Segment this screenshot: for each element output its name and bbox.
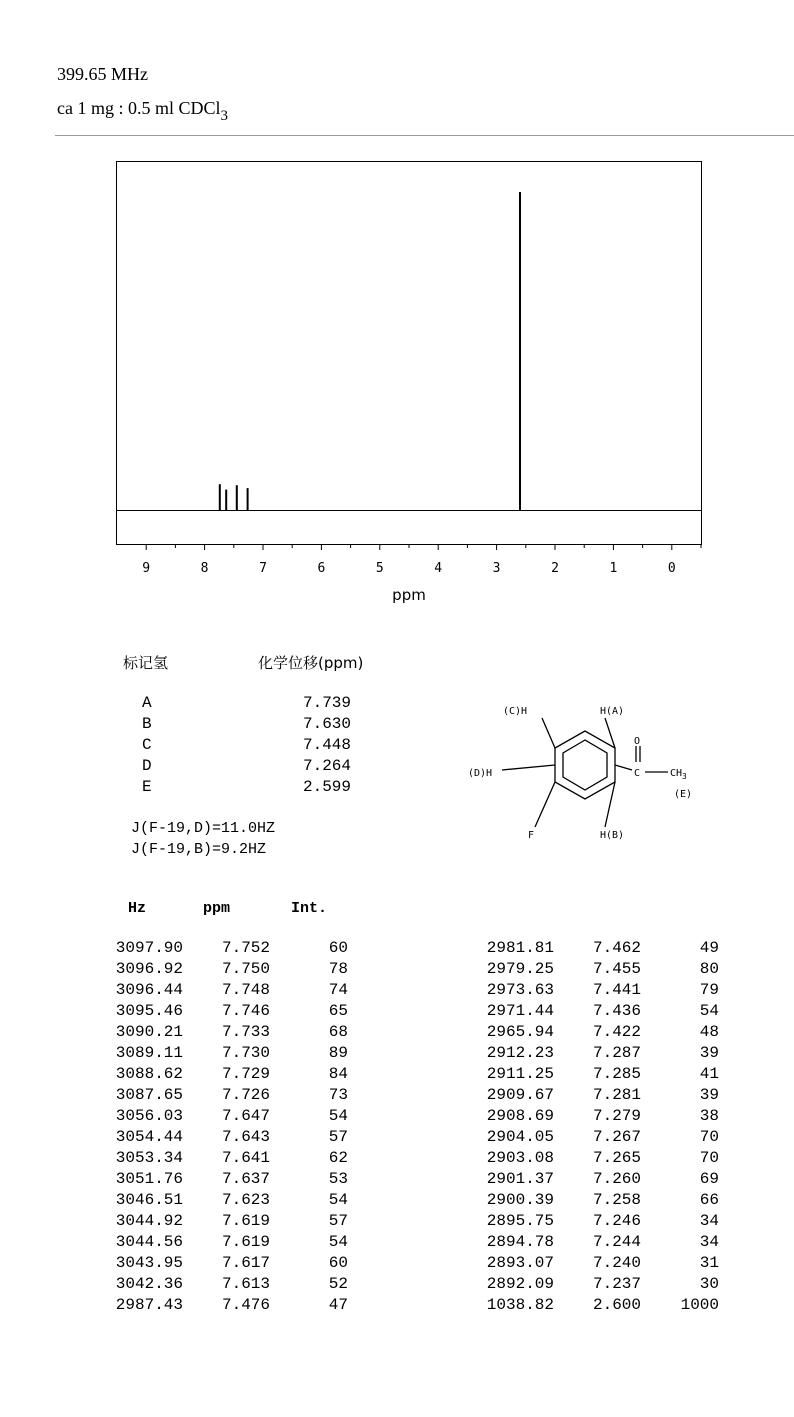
hz-value: 2903.08 [486,1149,554,1167]
hz-value: 2892.09 [486,1275,554,1293]
intensity-value: 39 [699,1044,719,1062]
intensity-value: 62 [328,1149,348,1167]
intensity-value: 54 [328,1191,348,1209]
hz-value: 2908.69 [486,1107,554,1125]
ppm-value: 7.647 [221,1107,270,1125]
intensity-value: 74 [328,981,348,999]
hz-value: 3087.65 [115,1086,183,1104]
intensity-value: 48 [699,1023,719,1041]
label-hb: H(B) [600,830,625,841]
bond-f [535,782,555,827]
intensity-value: 57 [328,1128,348,1146]
hz-value: 2965.94 [486,1023,554,1041]
ppm-value: 7.726 [221,1086,270,1104]
chemical-shift: 7.264 [302,757,351,775]
ppm-value: 7.279 [592,1107,641,1125]
x-tick-label: 9 [142,561,151,576]
assignment-row [0,778,400,799]
intensity-value: 70 [699,1128,719,1146]
x-tick-label: 1 [609,561,618,576]
hz-value: 3043.95 [115,1254,183,1272]
label-hd: (D)H [468,768,493,779]
ppm-value: 7.476 [221,1296,270,1314]
assignment-row [0,694,400,715]
aromatic-ring [563,740,607,790]
assignment-label-header: 标记氢 [123,654,169,672]
ppm-value: 7.237 [592,1275,641,1293]
hz-value: 3096.92 [115,960,183,978]
hz-value: 2979.25 [486,960,554,978]
intensity-value: 70 [699,1149,719,1167]
ppm-value: 7.267 [592,1128,641,1146]
hz-value: 2904.05 [486,1128,554,1146]
intensity-value: 34 [699,1212,719,1230]
ppm-value: 7.619 [221,1212,270,1230]
plot-frame [117,162,702,545]
hz-value: 2971.44 [486,1002,554,1020]
molecule-structure [455,690,715,850]
chemical-shift: 7.739 [302,694,351,712]
hz-value: 2900.39 [486,1191,554,1209]
ppm-value: 7.455 [592,960,641,978]
ppm-value: 7.265 [592,1149,641,1167]
intensity-value: 49 [699,939,719,957]
hz-value: 3044.92 [115,1212,183,1230]
header-divider [55,135,794,136]
ppm-value: 7.619 [221,1233,270,1251]
bond-hb [605,782,615,827]
intensity-value: 38 [699,1107,719,1125]
ppm-value: 7.623 [221,1191,270,1209]
x-tick-label: 4 [434,561,443,576]
peak-table-hz-header: Hz [128,900,147,917]
hz-value: 2912.23 [486,1044,554,1062]
hz-value: 3053.34 [115,1149,183,1167]
chemical-shift: 7.630 [302,715,351,733]
proton-label: D [142,757,152,775]
ppm-value: 7.729 [221,1065,270,1083]
bond-hd [502,765,555,770]
x-tick-label: 0 [667,561,676,576]
label-methyl-sub: 3 [682,772,687,781]
intensity-value: 39 [699,1086,719,1104]
ppm-value: 7.240 [592,1254,641,1272]
hz-value: 2981.81 [486,939,554,957]
label-hc: (C)H [503,706,528,717]
intensity-value: 89 [328,1044,348,1062]
intensity-value: 52 [328,1275,348,1293]
intensity-value: 54 [699,1002,719,1020]
ppm-value: 7.730 [221,1044,270,1062]
intensity-value: 41 [699,1065,719,1083]
ppm-value: 7.281 [592,1086,641,1104]
intensity-value: 78 [328,960,348,978]
ppm-value: 2.600 [592,1296,641,1314]
ppm-value: 7.244 [592,1233,641,1251]
x-axis-ticks [142,545,701,576]
intensity-value: 31 [699,1254,719,1272]
proton-label: C [142,736,152,754]
hz-value: 2987.43 [115,1296,183,1314]
intensity-value: 60 [328,1254,348,1272]
hz-value: 3089.11 [115,1044,183,1062]
ppm-value: 7.750 [221,960,270,978]
ppm-value: 7.752 [221,939,270,957]
intensity-value: 65 [328,1002,348,1020]
bond-hc [542,718,555,748]
intensity-value: 57 [328,1212,348,1230]
ppm-value: 7.462 [592,939,641,957]
label-oxygen: O [634,736,641,747]
proton-label: E [142,778,152,796]
hz-value: 3096.44 [115,981,183,999]
intensity-value: 53 [328,1170,348,1188]
x-tick-label: 7 [259,561,267,576]
hz-value: 2901.37 [486,1170,554,1188]
proton-label: B [142,715,152,733]
ppm-value: 7.746 [221,1002,270,1020]
label-carbon: C [634,768,641,779]
assignment-row [0,715,400,736]
hz-value: 3056.03 [115,1107,183,1125]
sample-conditions [57,98,228,125]
sample-subscript: 3 [220,108,228,124]
x-axis-label: ppm [392,586,426,604]
assignment-shift-header: 化学位移(ppm) [258,654,364,672]
benzene-ring [555,731,615,799]
chemical-shift: 7.448 [302,736,351,754]
spectrum-peaks [220,192,520,510]
nmr-spectrum-chart [0,150,794,610]
intensity-value: 54 [328,1107,348,1125]
x-tick-label: 5 [375,561,384,576]
ppm-value: 7.422 [592,1023,641,1041]
hz-value: 2894.78 [486,1233,554,1251]
coupling-constant: J(F-19,B)=9.2HZ [131,841,267,858]
label-methyl-text: CH [670,768,683,779]
x-tick-label: 8 [200,561,209,576]
spectrometer-frequency: 399.65 MHz [57,64,148,84]
ppm-value: 7.641 [221,1149,270,1167]
chemical-shift: 2.599 [302,778,351,796]
intensity-value: 30 [699,1275,719,1293]
intensity-value: 66 [699,1191,719,1209]
peak-table-ppm-header: ppm [203,900,231,917]
ppm-value: 7.617 [221,1254,270,1272]
ppm-value: 7.637 [221,1170,270,1188]
intensity-value: 60 [328,939,348,957]
intensity-value: 73 [328,1086,348,1104]
label-ha: H(A) [600,706,625,717]
ppm-value: 7.246 [592,1212,641,1230]
ppm-value: 7.287 [592,1044,641,1062]
hz-value: 2911.25 [486,1065,554,1083]
hz-value: 3042.36 [115,1275,183,1293]
intensity-value: 1000 [680,1296,719,1314]
hz-value: 2973.63 [486,981,554,999]
x-tick-label: 2 [551,561,559,576]
ppm-value: 7.733 [221,1023,270,1041]
intensity-value: 34 [699,1233,719,1251]
ppm-value: 7.285 [592,1065,641,1083]
label-methyl [670,768,687,781]
intensity-value: 68 [328,1023,348,1041]
ppm-value: 7.748 [221,981,270,999]
label-e: (E) [674,789,693,800]
x-tick-label: 3 [492,561,501,576]
coupling-constant: J(F-19,D)=11.0HZ [131,820,276,837]
hz-value: 3046.51 [115,1191,183,1209]
intensity-value: 80 [699,960,719,978]
hz-value: 3095.46 [115,1002,183,1020]
proton-label: A [142,694,152,712]
intensity-value: 79 [699,981,719,999]
ppm-value: 7.643 [221,1128,270,1146]
label-fluorine: F [528,830,535,841]
hz-value: 3051.76 [115,1170,183,1188]
bond-carbonyl [615,765,632,770]
ppm-value: 7.260 [592,1170,641,1188]
hz-value: 3088.62 [115,1065,183,1083]
sample-conditions-text: ca 1 mg : 0.5 ml CDCl [57,98,221,118]
hz-value: 1038.82 [486,1296,554,1314]
hz-value: 3097.90 [115,939,183,957]
peak-table-int-header: Int. [291,900,328,917]
assignment-row [0,736,400,757]
x-tick-label: 6 [317,561,326,576]
ppm-value: 7.613 [221,1275,270,1293]
ppm-value: 7.258 [592,1191,641,1209]
ppm-value: 7.436 [592,1002,641,1020]
intensity-value: 54 [328,1233,348,1251]
hz-value: 3044.56 [115,1233,183,1251]
hz-value: 2895.75 [486,1212,554,1230]
intensity-value: 69 [699,1170,719,1188]
hz-value: 2909.67 [486,1086,554,1104]
intensity-value: 84 [328,1065,348,1083]
assignment-row [0,757,400,778]
ppm-value: 7.441 [592,981,641,999]
hz-value: 3090.21 [115,1023,183,1041]
hz-value: 2893.07 [486,1254,554,1272]
hz-value: 3054.44 [115,1128,183,1146]
intensity-value: 47 [328,1296,348,1314]
